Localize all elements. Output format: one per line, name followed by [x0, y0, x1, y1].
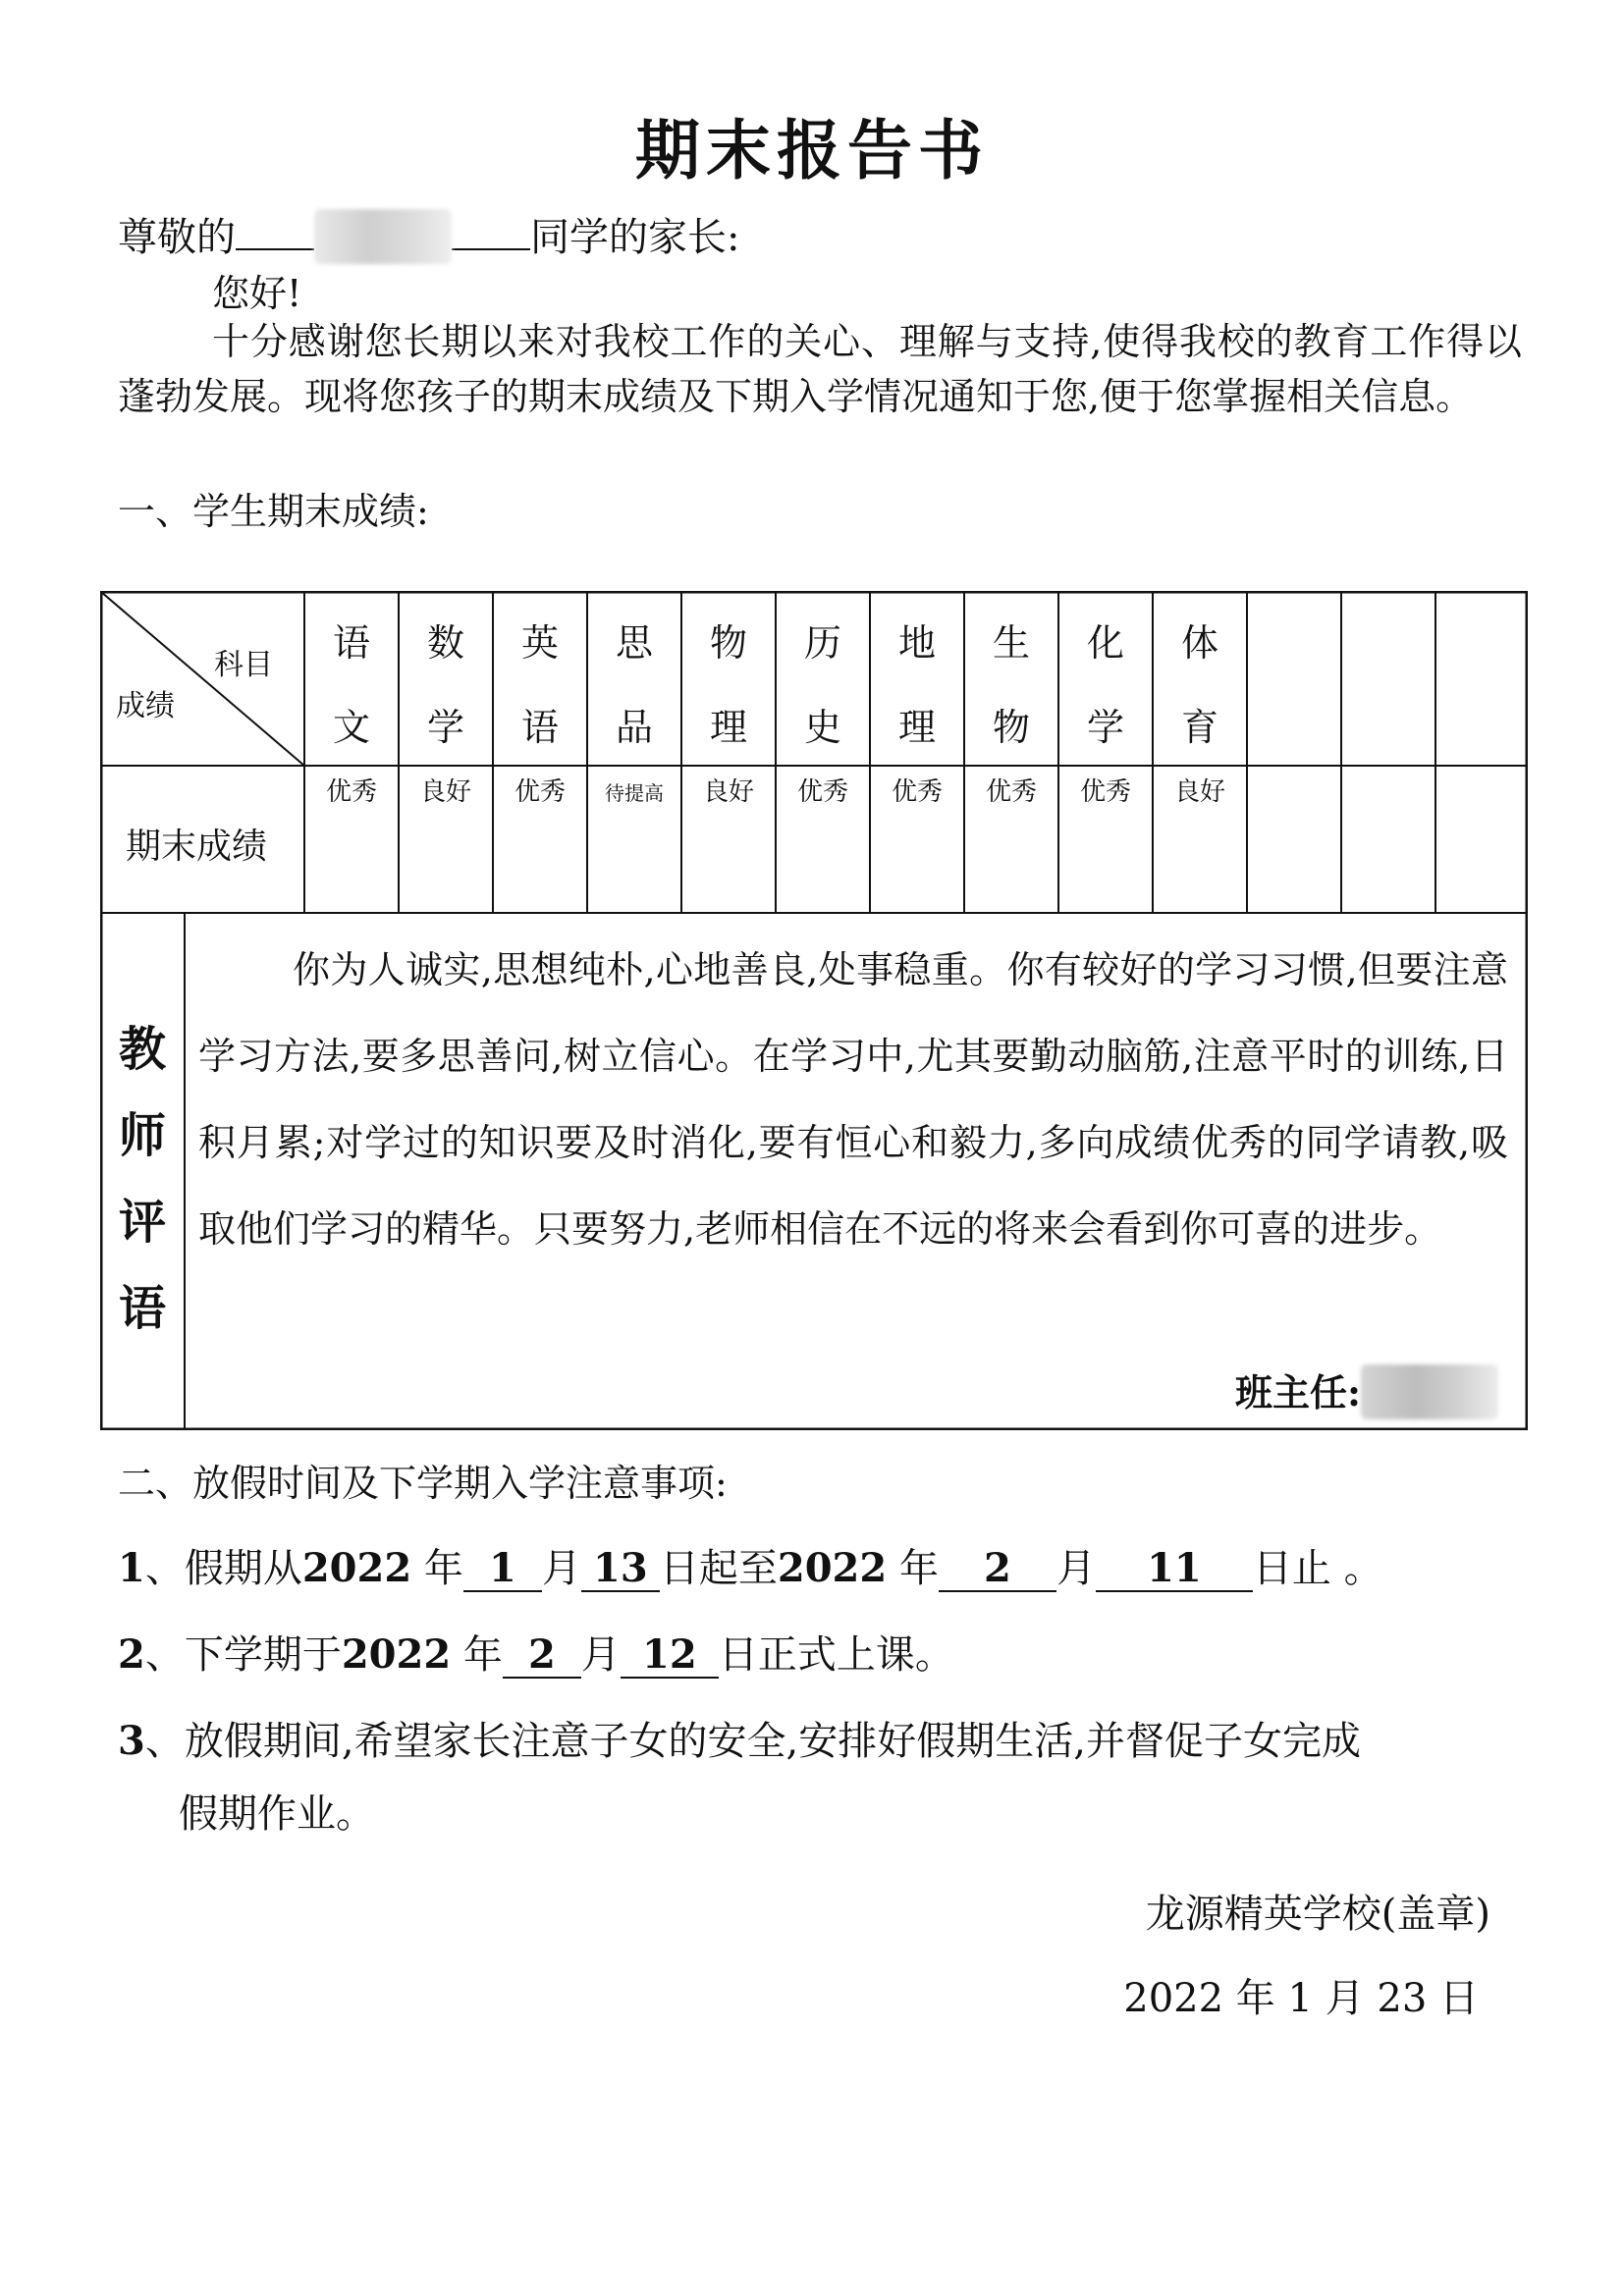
subject-biology-char1: 生: [992, 621, 1030, 665]
issue-date: 2022 年 1 月 23 日: [1123, 1976, 1479, 2021]
corner-grade-label: 成绩: [116, 689, 175, 723]
school-stamp-line: 龙源精英学校(盖章): [1145, 1892, 1490, 1937]
grade-morality: 待提高: [605, 781, 664, 805]
name-blank-right: [452, 247, 530, 250]
item-1-end-year: 2022: [777, 1545, 888, 1591]
item-1-text-a: 、假期从: [144, 1546, 302, 1591]
holiday-item-3: [118, 1710, 1361, 1766]
subject-english-char1: 英: [520, 621, 559, 665]
subject-biology-char2: 物: [992, 706, 1030, 749]
page-title: 期末报告书: [635, 112, 989, 188]
item-1-start-year: 2022: [301, 1545, 412, 1591]
item-3-number: 3: [118, 1718, 145, 1764]
school-start-month: 2: [503, 1633, 581, 1679]
name-blank-left: [236, 247, 314, 250]
redacted-teacher-name: [1361, 1364, 1498, 1419]
item-1-text-c: 月: [541, 1546, 581, 1591]
comment-label-char1: 教: [118, 1022, 166, 1077]
subject-chemistry-char1: 化: [1086, 621, 1124, 665]
signature-line: [1235, 1362, 1498, 1419]
holiday-end-month: 2: [939, 1547, 1056, 1592]
subject-morality-char1: 思: [615, 621, 653, 665]
greeting-prefix: 尊敬的: [118, 215, 236, 260]
item-2-number: 2: [118, 1631, 145, 1678]
grade-biology: 优秀: [985, 777, 1037, 807]
grade-history: 优秀: [796, 777, 848, 807]
final-grade-row-label: 期末成绩: [126, 827, 268, 867]
subject-history-char2: 史: [803, 706, 841, 749]
subject-geography-char1: 地: [897, 621, 936, 665]
item-2-text-b: 年: [462, 1632, 503, 1678]
subject-morality-char2: 品: [615, 706, 653, 749]
greeting-suffix: 同学的家长:: [530, 215, 740, 260]
grade-english: 优秀: [514, 777, 566, 807]
greeting-line: [118, 206, 739, 264]
grade-math: 良好: [419, 777, 471, 807]
hello-text: 您好!: [212, 272, 302, 315]
comment-label-char4: 语: [118, 1281, 166, 1336]
holiday-start-day: 13: [581, 1547, 660, 1592]
grade-physics: 良好: [702, 777, 754, 807]
signature-label: 班主任:: [1234, 1370, 1361, 1415]
item-1-text-e: 年: [898, 1546, 939, 1591]
subject-chinese-char1: 语: [332, 621, 370, 665]
holiday-end-day: 11: [1096, 1547, 1253, 1592]
subject-chemistry-char2: 学: [1086, 706, 1124, 749]
subject-physics-char1: 物: [709, 621, 747, 665]
item-2-year: 2022: [341, 1631, 452, 1678]
corner-subject-label: 科目: [214, 648, 273, 682]
subject-math-char1: 数: [426, 621, 464, 665]
subject-history-char1: 历: [803, 621, 841, 665]
subject-chinese-char2: 文: [332, 706, 370, 749]
comment-label-char3: 评: [118, 1195, 166, 1250]
grade-chinese: 优秀: [325, 777, 377, 807]
item-1-text-g: 日止 。: [1252, 1546, 1383, 1591]
item-2-text-c: 月: [580, 1632, 621, 1678]
item-1-number: 1: [118, 1545, 145, 1591]
holiday-start-month: 1: [463, 1547, 542, 1592]
intro-paragraph: 十分感谢您长期以来对我校工作的关心、理解与支持,使得我校的教育工作得以蓬勃发展。现将您孩子的期末成绩及下期入学情况通知于您,便于您掌握相关信息。: [118, 320, 1522, 418]
item-2-text-d: 日正式上课。: [718, 1632, 954, 1678]
grades-table: [100, 591, 1528, 1430]
grade-pe: 良好: [1173, 777, 1225, 807]
subject-english-char2: 语: [520, 706, 559, 749]
comment-label-char2: 师: [118, 1108, 166, 1163]
subject-geography-char2: 理: [897, 706, 936, 749]
subject-physics-char2: 理: [709, 706, 747, 749]
school-start-day: 12: [621, 1633, 719, 1679]
section-1-heading: 一、学生期末成绩:: [118, 490, 429, 533]
section-2-heading: 二、放假时间及下学期入学注意事项:: [118, 1462, 728, 1505]
subject-math-char2: 学: [426, 706, 464, 749]
redacted-name: [314, 209, 452, 264]
item-3-line-1: 、放假期间,希望家长注意子女的安全,安排好假期生活,并督促子女完成: [144, 1719, 1361, 1764]
holiday-item-1: [118, 1537, 1383, 1593]
holiday-item-2: [118, 1624, 954, 1680]
subject-pe-char2: 育: [1180, 706, 1218, 749]
item-1-text-d: 日起至: [659, 1546, 778, 1591]
item-1-text-b: 年: [423, 1546, 463, 1591]
teacher-comment: 你为人诚实,思想纯朴,心地善良,处事稳重。你有较好的学习习惯,但要注意学习方法,要多思善问,树立信心。在学习中,尤其要勤动脑筋,注意平时的训练,日积月累;对学过的知识要及时消化,要有恒心和毅力,多向成绩优秀的同学请教,吸取他们学习的精华。只要努力,老师相信在不远的将来会看到你可喜的进步。: [198, 948, 1508, 1251]
subject-pe-char1: 体: [1180, 621, 1218, 665]
item-2-text-a: 、下学期于: [144, 1632, 342, 1678]
item-1-text-f: 月: [1056, 1546, 1096, 1591]
grade-geography: 优秀: [891, 777, 943, 807]
grade-chemistry: 优秀: [1079, 777, 1131, 807]
item-3-line-2: 假期作业。: [179, 1791, 375, 1837]
